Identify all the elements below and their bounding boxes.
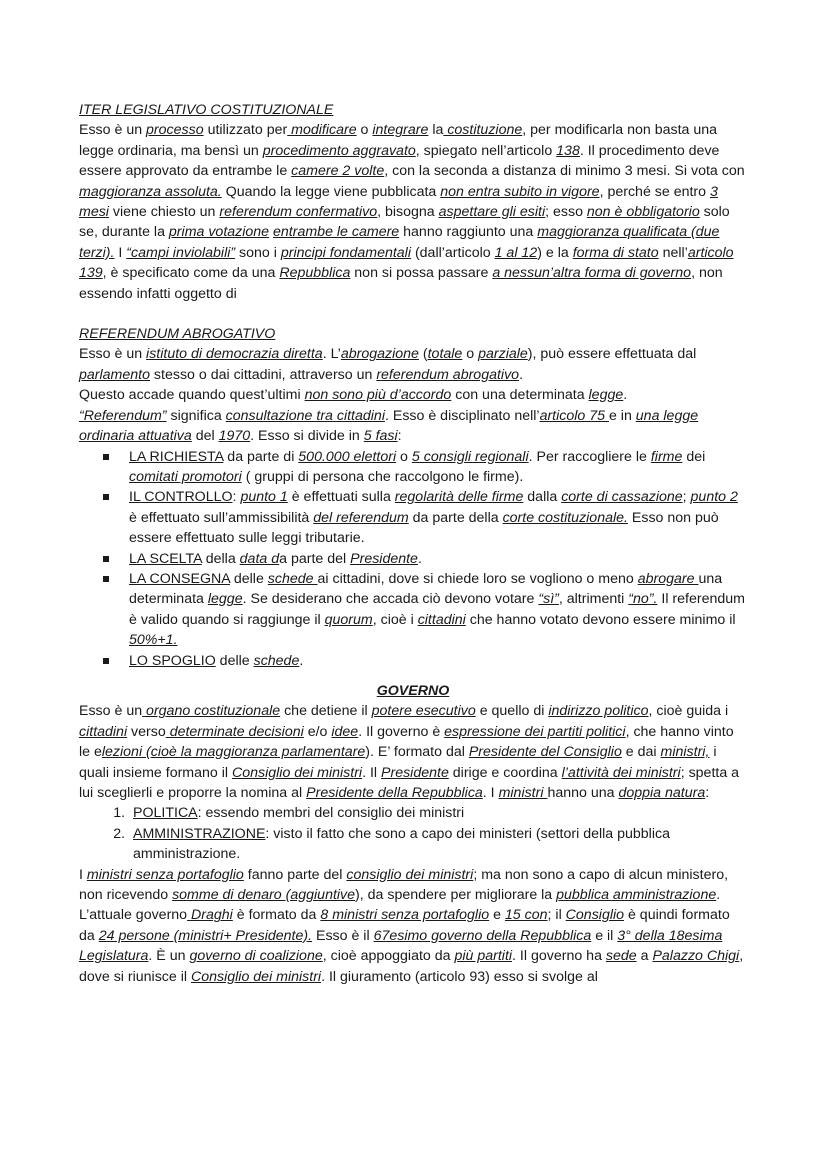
section-heading-governo: GOVERNO (376, 682, 450, 699)
list-item: 2. AMMINISTRAZIONE: visto il fatto che sono a capo dei ministeri (settori della pubblica amministrazione. (129, 824, 747, 865)
list-item: LA CONSEGNA delle schede ai cittadini, dove si chiede loro se vogliono o meno abrogare una determinata legge. Se desiderano che accada ciò devono votare “sì”, altrimenti “no”. Il referendum è valido quando si raggiunge il quorum, cioè i cittadini che hanno votato devono essere minimo il 50%+1. (129, 569, 747, 651)
list-item: LO SPOGLIO delle schede. (129, 651, 747, 671)
governo-nature-list (79, 803, 747, 864)
paragraph-referendum-1: Esso è un istituto di democrazia diretta. L’abrogazione (totale o parziale), può essere effettuata dal parlamento stesso o dai cittadini, attraverso un referendum abrogativo. (79, 346, 697, 383)
list-item: LA RICHIESTA da parte di 500.000 elettori o 5 consigli regionali. Per raccogliere le firme dei comitati promotori ( gruppi di persona che raccolgono le firme). (129, 447, 747, 488)
list-item: LA SCELTA della data da parte del Presidente. (129, 549, 747, 569)
document-content (79, 100, 747, 987)
paragraph-governo-1: Esso è un organo costituzionale che detiene il potere esecutivo e quello di indirizzo politico, cioè guida i cittadini verso determinate decisioni e/o idee. Il governo è espressione dei partiti politici, che hanno vinto le elezioni (cioè la maggioranza parlamentare). E’ formato dal Presidente del Consiglio e dai ministri, i quali insieme formano il Consiglio dei ministri. Il Presidente dirige e coordina l’attività dei ministri; spetta a lui sceglierli e proporre la nomina al Presidente della Repubblica. I ministri hanno una doppia natura: (79, 703, 740, 801)
section-heading-referendum: REFERENDUM ABROGATIVO (79, 326, 276, 343)
paragraph-referendum-3: “Referendum” significa consultazione tra cittadini. Esso è disciplinato nell’articolo 75 e in una legge ordinaria attuativa del 1970. Esso si divide in 5 fasi: (79, 407, 699, 445)
paragraph-governo-3: L’attuale governo Draghi è formato da 8 ministri senza portafoglio e 15 con; il Consiglio è quindi formato da 24 persone (ministri+ Presidente). Esso è il 67esimo governo della Repubblica e il 3° della 18esima Legislatura. È un governo di coalizione, cioè appoggiato da più partiti. Il governo ha sede a Palazzo Chigi, dove si riunisce il Consiglio dei ministri. Il giuramento (articolo 93) esso si svolge al (79, 907, 744, 985)
paragraph-iter: Esso è un processo utilizzato per modificare o integrare la costituzione, per modificarla non basta una legge ordinaria, ma bensì un procedimento aggravato, spiegato nell’articolo 138. Il procedimento deve essere approvato da entrambe le camere 2 volte, con la seconda a distanza di minimo 3 mesi. Si vota con maggioranza assoluta. Quando la legge viene pubblicata non entra subito in vigore, perché se entro 3 mesi viene chiesto un referendum confermativo, bisogna aspettare gli esiti; esso non è obbligatorio solo se, durante la prima votazione entrambe le camere hanno raggiunto una maggioranza qualificata (due terzi). I “campi inviolabili” sono i principi fondamentali (dall’articolo 1 al 12) e la forma di stato nell’articolo 139, è specificato come da una Repubblica non si possa passare a nessun’altra forma di governo, non essendo infatti oggetto di (79, 122, 745, 302)
paragraph-referendum-2: Questo accade quando quest’ultimi non sono più d’accordo con una determinata legge. (79, 387, 628, 404)
list-item: IL CONTROLLO: punto 1 è effettuati sulla regolarità delle firme dalla corte di cassazione; punto 2 è effettuato sull’ammissibilità del referendum da parte della corte costituzionale. Esso non può essere effettuato sulle leggi tributarie. (129, 487, 747, 548)
referendum-phases-list (79, 447, 747, 671)
paragraph-governo-2: I ministri senza portafoglio fanno parte del consiglio dei ministri; ma non sono a capo di alcun ministero, non ricevendo somme di denaro (aggiuntive), da spendere per migliorare la pubblica amministrazione. (79, 866, 729, 904)
section-heading-iter: ITER LEGISLATIVO COSTITUZIONALE (79, 102, 334, 118)
list-item: 1. POLITICA: essendo membri del consiglio dei ministri (129, 803, 747, 823)
